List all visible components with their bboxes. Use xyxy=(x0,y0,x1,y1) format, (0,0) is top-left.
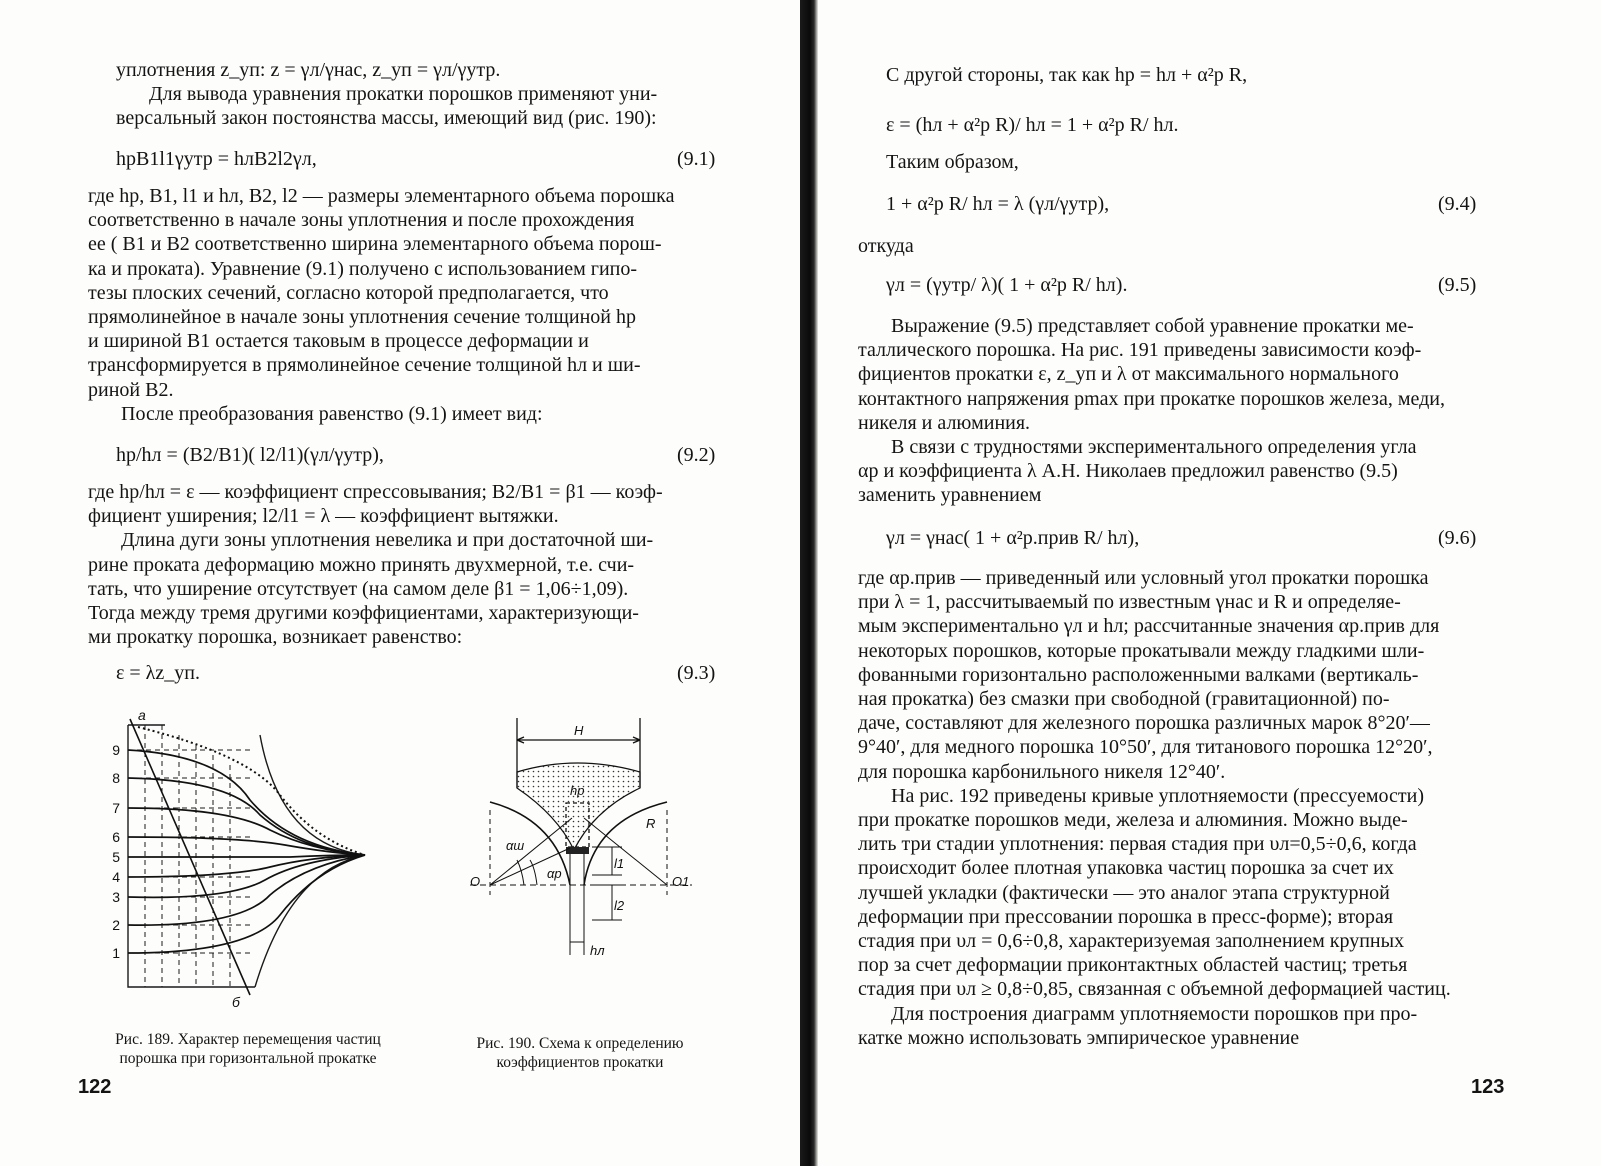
label-l2: l2 xyxy=(614,898,625,913)
figure-189 xyxy=(100,705,400,1020)
text-line: пор за счет деформации приконтактных областей частиц; третья xyxy=(858,954,1408,977)
powder-hopper xyxy=(517,763,640,850)
y-label: 3 xyxy=(112,889,120,905)
text-line: никеля и алюминия. xyxy=(858,411,1031,434)
text-line: таллического порошка. На рис. 191 приведены зависимости коэф- xyxy=(858,339,1422,362)
label-hl: hл xyxy=(590,943,605,958)
y-label: 1 xyxy=(112,945,120,961)
label-O: O xyxy=(470,874,481,889)
text-line: 9°40′, для медного порошка 10°50′, для титанового порошка 12°20′, xyxy=(858,736,1433,759)
text-line: фициент уширения; l2/l1 = λ — коэффициент вытяжки. xyxy=(88,505,559,528)
text-line: Для построения диаграмм уплотняемости порошков при про- xyxy=(891,1002,1418,1025)
equation-9-4: 1 + α²р R/ hл = λ (γл/γутр), xyxy=(886,193,1110,215)
left-page xyxy=(0,0,800,1166)
text-line: стадия при υл ≥ 0,8÷0,85, связанная с объемной деформацией частиц. xyxy=(858,978,1451,1001)
text-line: при λ = 1, рассчитываемый по известным γнас и R и определяе- xyxy=(858,591,1401,614)
text-line: фованными горизонтально расположенными валками (вертикаль- xyxy=(858,663,1419,686)
text-line: ка и проката). Уравнение (9.1) получено с использованием гипо- xyxy=(88,257,638,280)
equation-number: (9.6) xyxy=(1438,527,1477,549)
text-line: соответственно в начале зоны уплотнения и после прохождения xyxy=(88,209,635,232)
label-l1: l1 xyxy=(614,856,625,871)
text-line: стадия при υл = 0,6÷0,8, характеризуемая заполнением крупных xyxy=(858,930,1405,953)
dotted-boundary xyxy=(138,727,365,855)
label-alpha-sh: αш xyxy=(506,838,525,853)
label-hp: hр xyxy=(570,783,585,798)
equation-number: (9.2) xyxy=(677,444,716,466)
text-line: катке можно использовать эмпирическое уравнение xyxy=(858,1026,1300,1049)
equation-9-6: γл = γнас( 1 + α²р.прив R/ hл), xyxy=(886,527,1140,549)
text-line: где hр, B1, l1 и hл, B2, l2 — размеры элементарного объема порошка xyxy=(88,185,675,207)
page-number: 122 xyxy=(78,1076,112,1098)
text-line: Длина дуги зоны уплотнения невелика и при достаточной ши- xyxy=(121,529,654,552)
label-R: R xyxy=(646,816,656,831)
y-label: 7 xyxy=(112,800,120,816)
caption-line: Рис. 189. Характер перемещения частиц xyxy=(115,1031,381,1048)
roll-arc-top xyxy=(260,735,365,855)
text-line: версальный закон постоянства массы, имеющий вид (рис. 190): xyxy=(116,107,657,130)
caption-fig-190 xyxy=(430,1034,730,1072)
equation-epsilon: ε = (hл + α²р R)/ hл = 1 + α²р R/ hл. xyxy=(886,114,1179,136)
text-line: ее ( B1 и B2 соответственно ширина элементарного объема порош- xyxy=(88,233,662,256)
caption-fig-189 xyxy=(78,1030,418,1068)
text-line: тезы плоских сечений, согласно которой предполагается, что xyxy=(88,281,609,304)
page-number: 123 xyxy=(1471,1076,1505,1098)
right-paragraph-1 xyxy=(858,314,1502,508)
label-a: а xyxy=(138,707,146,723)
figure-190 xyxy=(462,710,702,965)
text-line: Тогда между тремя другими коэффициентами, характеризующи- xyxy=(88,602,639,625)
label-H: H xyxy=(574,723,584,738)
text-line: лучшей укладки (фактически — это аналог этапа структурной xyxy=(858,881,1390,904)
text-line: После преобразования равенство (9.1) имеет вид: xyxy=(121,402,543,425)
text-line: даче, составляют для железного порошка различных марок 8°20′— xyxy=(858,712,1430,735)
label-alpha-p: αр xyxy=(547,866,562,881)
text-line: для порошка карбонильного никеля 12°40′. xyxy=(858,760,1226,783)
book-spine xyxy=(800,0,818,1166)
text-line: В связи с трудностями экспериментального определения угла xyxy=(891,436,1417,459)
equation-9-3: ε = λz_уп. xyxy=(116,662,200,684)
y-label: 6 xyxy=(112,829,120,845)
text-line: С другой стороны, так как hр = hл + α²р R, xyxy=(886,64,1248,86)
fig189-frame xyxy=(128,725,255,987)
caption-line: порошка при горизонтальной прокатке xyxy=(119,1050,377,1067)
label-b: б xyxy=(232,994,240,1010)
text-line: заменить уравнением xyxy=(858,484,1042,507)
text-line: риной B2. xyxy=(88,378,174,401)
left-paragraph-1 xyxy=(88,184,728,426)
right-paragraph-2 xyxy=(858,566,1502,1050)
equation-number: (9.4) xyxy=(1438,193,1477,215)
text-line: ми прокатку порошка, возникает равенство: xyxy=(88,626,463,649)
text-line: трансформируется в прямолинейное сечение толщиной hл и ши- xyxy=(88,354,641,377)
left-paragraph-2 xyxy=(88,480,728,649)
equation-number: (9.3) xyxy=(677,662,716,684)
right-page xyxy=(818,0,1601,1166)
text-line: где hр/hл = ε — коэффициент спрессовывания; B2/B1 = β1 — коэф- xyxy=(88,481,663,503)
text-line: ная прокатка) без смазки при свободной (гравитационной) по- xyxy=(858,688,1390,711)
text-line: фициентов прокатки ε, z_уп и λ от максимального нормального xyxy=(858,363,1399,386)
text-line: откуда xyxy=(858,235,914,257)
left-top-text xyxy=(116,58,728,131)
text-line: мым экспериментально γл и hл; рассчитанные значения αр.прив для xyxy=(858,615,1440,638)
text-line: происходит более плотная упаковка частиц порошка за счет их xyxy=(858,857,1394,880)
label-O1: O1 xyxy=(672,874,690,889)
y-label: 8 xyxy=(112,770,120,786)
text-line: На рис. 192 приведены кривые уплотняемости (прессуемости) xyxy=(891,784,1425,807)
y-label: 2 xyxy=(112,917,120,933)
text-line: некоторых порошков, которые прокатывали между гладкими шли- xyxy=(858,639,1425,662)
roll-arc-bottom xyxy=(255,855,365,987)
caption-line: Рис. 190. Схема к определению xyxy=(476,1035,684,1052)
equation-number: (9.1) xyxy=(677,148,716,170)
text-line: Выражение (9.5) представляет собой уравнение прокатки ме- xyxy=(891,315,1414,337)
caption-line: коэффициентов прокатки xyxy=(496,1054,664,1071)
equation-9-1: hрB1l1γутр = hлB2l2γл, xyxy=(116,148,317,170)
equation-number: (9.5) xyxy=(1438,274,1477,296)
text-line: Таким образом, xyxy=(886,151,1019,173)
text-line: рине проката деформацию можно принять двухмерной, т.е. счи- xyxy=(88,553,635,576)
text-line: при прокатке порошков меди, железа и алюминия. Можно выде- xyxy=(858,809,1408,832)
text-line: деформации при прессовании порошка в пресс-форме); вторая xyxy=(858,905,1394,928)
y-label: 5 xyxy=(112,849,120,865)
text-line: уплотнения z_уп: z = γл/γнас, z_уп = γл/γутр. xyxy=(116,59,501,81)
equation-9-5: γл = (γутр/ λ)( 1 + α²р R/ hл). xyxy=(886,274,1128,296)
text-line: αр и коэффициента λ А.Н. Николаев предложил равенство (9.5) xyxy=(858,460,1398,483)
text-line: и шириной B1 остается таковым в процессе деформации и xyxy=(88,330,589,353)
text-line: контактного напряжения pmax при прокатке порошков железа, меди, xyxy=(858,387,1445,410)
y-label: 4 xyxy=(112,869,120,885)
text-line: где αр.прив — приведенный или условный угол прокатки порошка xyxy=(858,567,1429,589)
text-line: лить три стадии уплотнения: первая стадия при υл=0,5÷0,6, когда xyxy=(858,833,1417,856)
text-line: Для вывода уравнения прокатки порошков применяют уни- xyxy=(149,83,658,106)
text-line: тать, что уширение отсутствует (на самом деле β1 = 1,06÷1,09). xyxy=(88,577,629,600)
equation-9-2: hр/hл = (B2/B1)( l2/l1)(γл/γутр), xyxy=(116,444,384,466)
y-label: 9 xyxy=(112,742,120,758)
text-line: прямолинейное в начале зоны уплотнения сечение толщиной hр xyxy=(88,306,636,329)
